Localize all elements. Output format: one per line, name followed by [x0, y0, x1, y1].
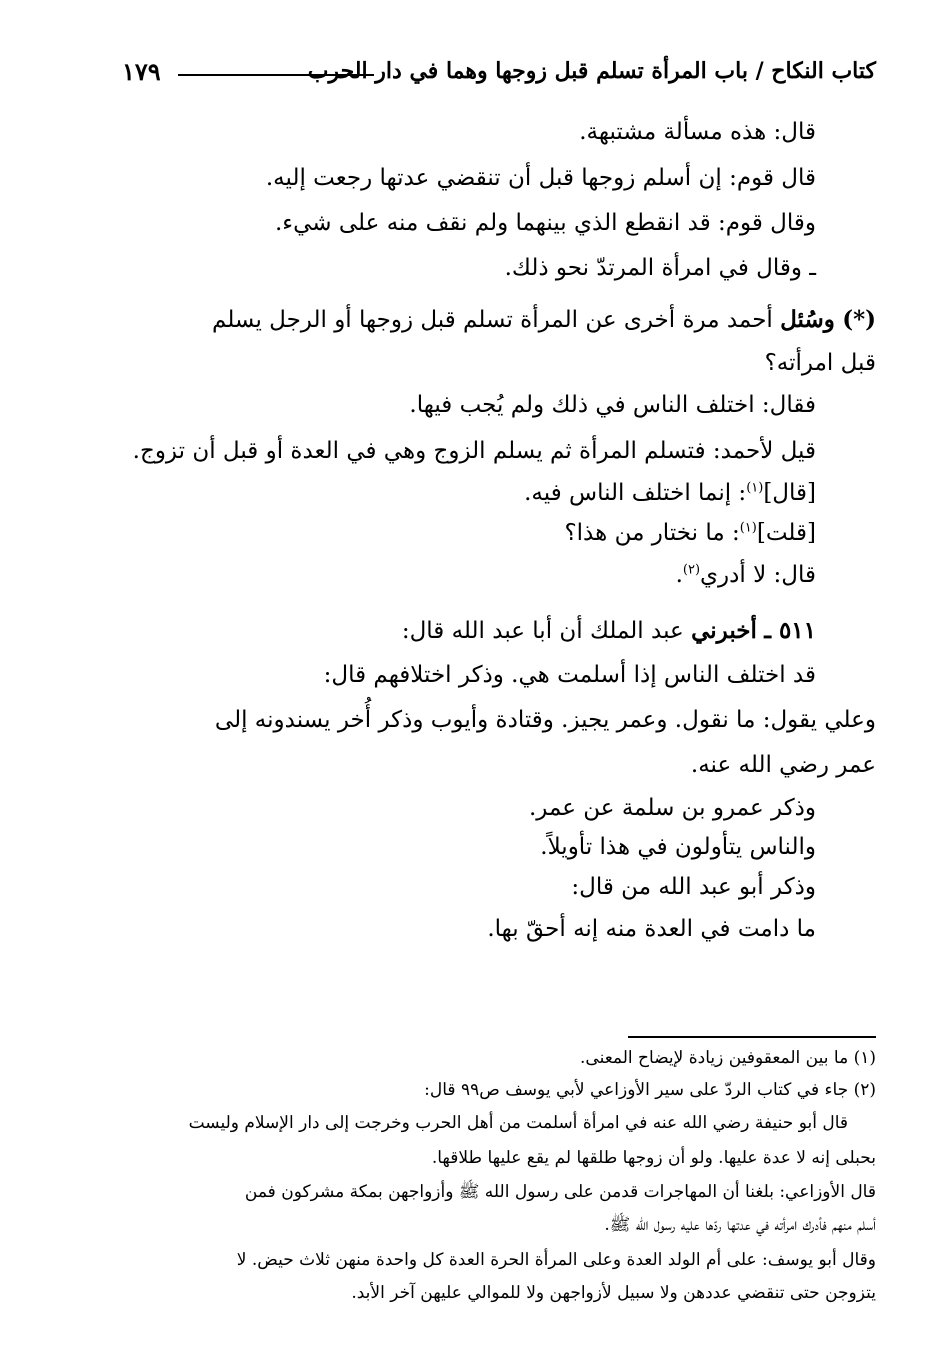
text-line-5 [212, 305, 876, 335]
line-text: : ما نختار من هذا؟ [564, 520, 740, 546]
text-line-19: ما دامت في العدة منه إنه أحقّ بها. [487, 916, 816, 942]
footnote-ref: (١) [739, 520, 757, 536]
text-line-10 [564, 518, 816, 548]
footnote-ref: (١) [746, 480, 764, 496]
footnote-text-line: وقال أبو يوسف: على أم الولد العدة وعلى المرأة الحرة العدة كل واحدة منهن ثلاث حيض. لا [236, 1250, 876, 1270]
paragraph-mark: (*) [842, 306, 876, 333]
text-line-17: والناس يتأولون في هذا تأويلاً. [540, 834, 816, 860]
running-header-title: كتاب النكاح / باب المرأة تسلم قبل زوجها وهما في دار الحرب [307, 58, 876, 84]
footnote-rule [628, 1036, 876, 1038]
text-line-3: وقال قوم: قد انقطع الذي بينهما ولم نقف منه على شيء. [275, 210, 816, 236]
footnote-2: (٢) جاء في كتاب الردّ على سير الأوزاعي لأبي يوسف ص٩٩ قال: [424, 1080, 876, 1100]
text-line-2: قال قوم: إن أسلم زوجها قبل أن تنقضي عدتها رجعت إليه. [265, 165, 816, 191]
footnote-text-line: قال الأوزاعي: بلغنا أن المهاجرات قدمن على رسول الله ﷺ وأزواجهن بمكة مشركون فمن [244, 1182, 876, 1202]
bracketed-word: [قلت] [756, 520, 816, 546]
text-line-13: قد اختلف الناس إذا أسلمت هي. وذكر اختلافهم قال: [323, 662, 816, 688]
line-text: قال: لا أدري [700, 562, 816, 588]
page-number: ١٧٩ [122, 57, 161, 86]
bold-keyword: أخبرني [691, 617, 757, 644]
text-line-8: قيل لأحمد: فتسلم المرأة ثم يسلم الزوج وهي في العدة أو قبل أن تزوج. [132, 438, 816, 464]
text-line-6: قبل امرأته؟ [764, 350, 876, 376]
footnote-1: (١) ما بين المعقوفين زيادة لإيضاح المعنى. [580, 1048, 876, 1068]
text-line-7: فقال: اختلف الناس في ذلك ولم يُجب فيها. [409, 392, 816, 418]
footnote-text-line: يتزوجن حتى تنقضي عددهن ولا سبيل لأزواجهن ولا للموالي عليهن آخر الأبد. [351, 1283, 876, 1303]
text-line-11 [676, 560, 816, 590]
text-line-12 [402, 616, 816, 646]
line-text: عبد الملك أن أبا عبد الله قال: [401, 618, 684, 644]
text-line-9 [524, 478, 816, 508]
text-line-4: ـ وقال في امرأة المرتدّ نحو ذلك. [504, 255, 816, 281]
text-line-16: وذكر عمرو بن سلمة عن عمر. [528, 795, 816, 821]
bracketed-word: [قال] [763, 480, 816, 506]
footnote-text-line: قال أبو حنيفة رضي الله عنه في امرأة أسلمت من أهل الحرب وخرجت إلى دار الإسلام وليست [188, 1113, 848, 1133]
line-text: أحمد مرة أخرى عن المرأة تسلم قبل زوجها أو الرجل يسلم [212, 307, 773, 333]
line-end: . [675, 562, 683, 588]
entry-number: ٥١١ ـ [764, 617, 816, 644]
text-line-15: عمر رضي الله عنه. [690, 752, 876, 778]
footnote-ref: (٢) [682, 562, 701, 578]
text-line-18: وذكر أبو عبد الله من قال: [571, 874, 816, 900]
text-line-14: وعلي يقول: ما نقول. وعمر يجيز. وقتادة وأيوب وذكر أُخر يسندونه إلى [214, 707, 876, 733]
text-line-1: قال: هذه مسألة مشتبهة. [579, 119, 816, 145]
bold-keyword: وسُئل [780, 306, 835, 333]
header-rule [178, 74, 374, 76]
footnote-text-line: أسلم منهم فأدرك امرأته في عدتها ردّها عليه رسول الله ﷺ. [604, 1215, 876, 1235]
footnote-text-line: بحبلى إنه لا عدة عليها. ولو أن زوجها طلقها لم يقع عليها طلاقها. [431, 1148, 876, 1168]
line-text: : إنما اختلف الناس فيه. [524, 480, 747, 506]
